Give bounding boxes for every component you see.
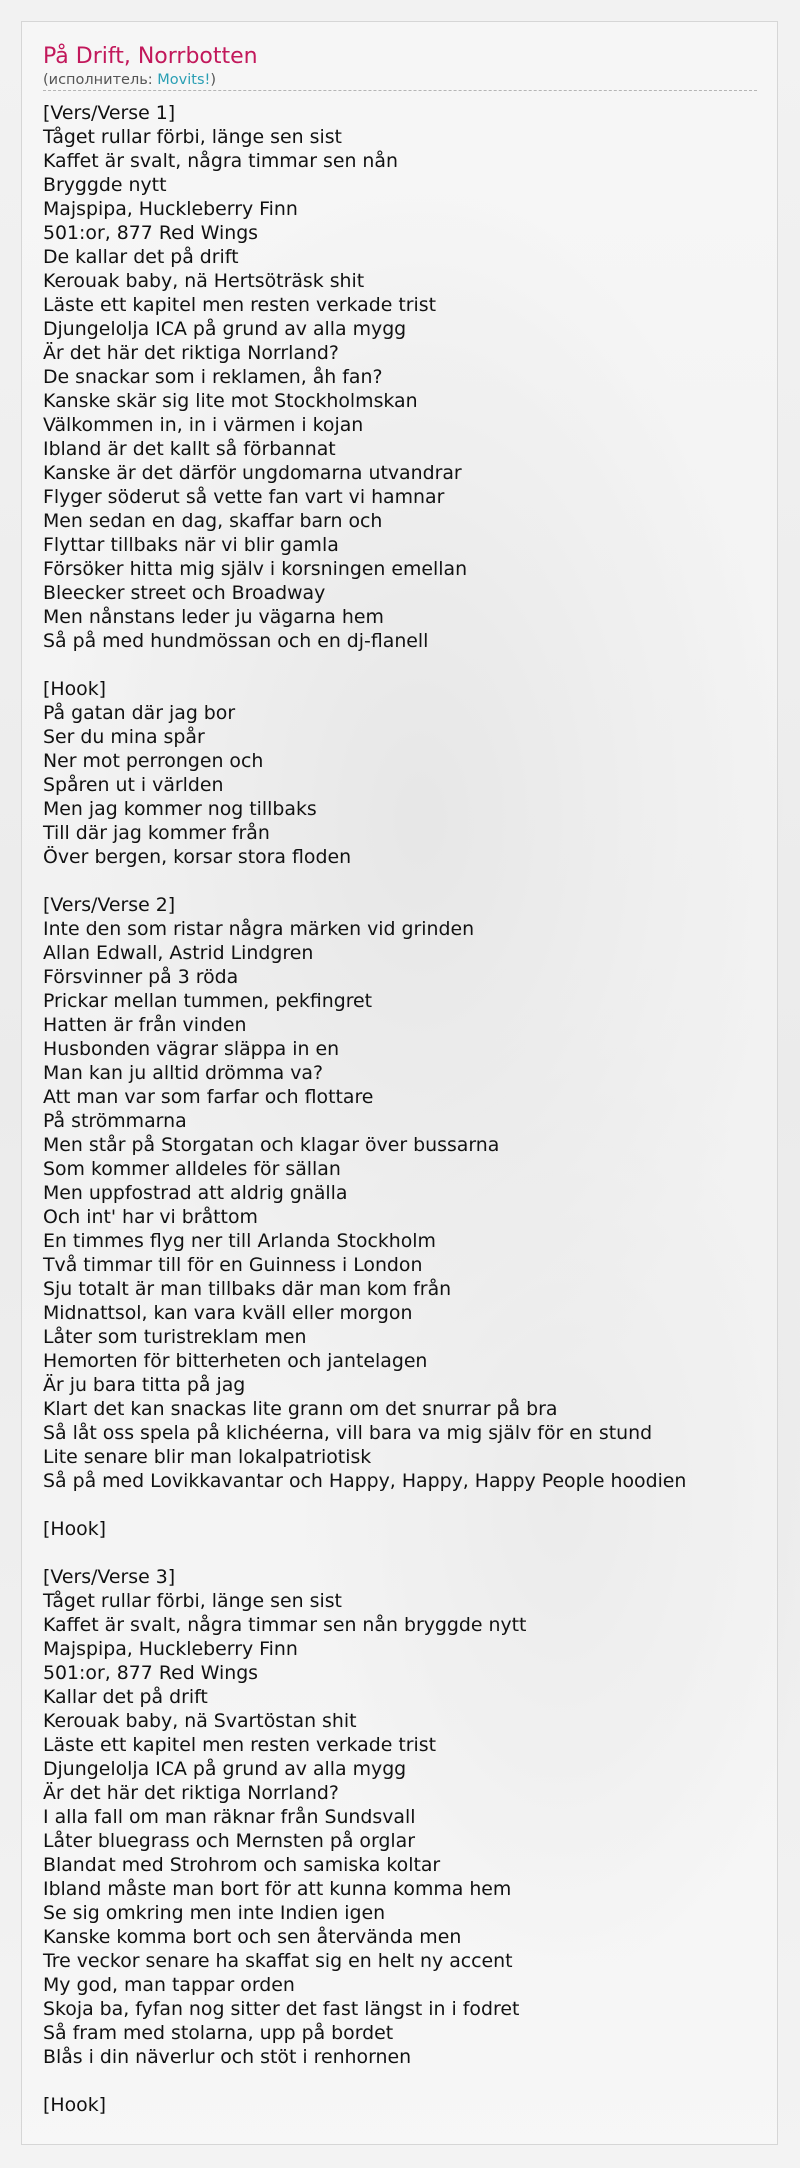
- lyric-line: Kaffet är svalt, några timmar sen nån: [43, 150, 398, 172]
- lyric-line: Bleecker street och Broadway: [43, 582, 326, 604]
- lyric-line: Låter bluegrass och Mernsten på orglar: [43, 1830, 416, 1852]
- lyric-line: På gatan där jag bor: [43, 702, 236, 724]
- lyric-line: I alla fall om man räknar från Sundsvall: [43, 1806, 416, 1828]
- lyric-line: Så fram med stolarna, upp på bordet: [43, 2022, 394, 2044]
- lyric-line: Midnattsol, kan vara kväll eller morgon: [43, 1302, 413, 1324]
- lyric-line: Skoja ba, fyfan nog sitter det fast längst in i fodret: [43, 1998, 520, 2020]
- lyric-line: Kanske är det därför ungdomarna utvandrar: [43, 462, 462, 484]
- lyric-line: På strömmarna: [43, 1110, 187, 1132]
- lyric-line: Men jag kommer nog tillbaks: [43, 798, 317, 820]
- song-title: På Drift, Norrbotten: [43, 44, 258, 69]
- lyric-line: De snackar som i reklamen, åh fan?: [43, 366, 383, 388]
- lyric-line: [43, 653, 757, 677]
- lyric-line: Man kan ju alltid drömma va?: [43, 1062, 324, 1084]
- lyric-line: Hatten är från vinden: [43, 1014, 247, 1036]
- lyric-line: Läste ett kapitel men resten verkade trist: [43, 1734, 436, 1756]
- lyric-line: Spåren ut i världen: [43, 774, 224, 796]
- lyric-line: 501:or, 877 Red Wings: [43, 1662, 259, 1684]
- lyric-line: Ser du mina spår: [43, 726, 205, 748]
- lyrics-body: [43, 101, 757, 2117]
- lyric-line: [Vers/Verse 1]: [43, 102, 176, 124]
- lyric-line: Bryggde nytt: [43, 174, 167, 196]
- lyric-line: Kerouak baby, nä Svartöstan shit: [43, 1710, 357, 1732]
- lyric-line: [Hook]: [43, 2094, 106, 2116]
- lyric-line: Två timmar till för en Guinness i London: [43, 1254, 423, 1276]
- lyric-line: Kallar det på drift: [43, 1686, 208, 1708]
- lyric-line: Så låt oss spela på klichéerna, vill bara va mig själv för en stund: [43, 1422, 653, 1444]
- performer-prefix: (исполнитель:: [43, 72, 158, 88]
- lyric-line: Läste ett kapitel men resten verkade trist: [43, 294, 436, 316]
- lyric-line: Kanske komma bort och sen återvända men: [43, 1926, 462, 1948]
- lyric-line: Och int' har vi bråttom: [43, 1206, 258, 1228]
- lyric-line: [43, 2069, 757, 2093]
- lyric-line: Så på med Lovikkavantar och Happy, Happy, Happy People hoodien: [43, 1470, 687, 1492]
- lyric-line: Till där jag kommer från: [43, 822, 270, 844]
- lyric-line: Prickar mellan tummen, pekfingret: [43, 990, 373, 1012]
- lyric-line: Majspipa, Huckleberry Finn: [43, 1638, 298, 1660]
- lyric-line: Ner mot perrongen och: [43, 750, 264, 772]
- lyric-line: Låter som turistreklam men: [43, 1326, 307, 1348]
- lyric-line: [Hook]: [43, 678, 106, 700]
- lyric-line: Flyger söderut så vette fan vart vi hamnar: [43, 486, 445, 508]
- lyric-line: Husbonden vägrar släppa in en: [43, 1038, 340, 1060]
- lyric-line: Men nånstans leder ju vägarna hem: [43, 606, 384, 628]
- performer-line: [43, 71, 757, 91]
- lyric-line: En timmes flyg ner till Arlanda Stockholm: [43, 1230, 436, 1252]
- lyric-line: Se sig omkring men inte Indien igen: [43, 1902, 386, 1924]
- lyric-line: My god, man tappar orden: [43, 1974, 295, 1996]
- lyric-line: Kerouak baby, nä Hertsöträsk shit: [43, 270, 365, 292]
- lyric-line: [Vers/Verse 2]: [43, 894, 176, 916]
- lyric-line: Kanske skär sig lite mot Stockholmskan: [43, 390, 418, 412]
- lyric-line: Kaffet är svalt, några timmar sen nån bryggde nytt: [43, 1614, 527, 1636]
- lyric-line: Majspipa, Huckleberry Finn: [43, 198, 298, 220]
- lyric-line: Att man var som farfar och flottare: [43, 1086, 374, 1108]
- lyric-line: Är det här det riktiga Norrland?: [43, 1782, 339, 1804]
- lyric-line: Men uppfostrad att aldrig gnälla: [43, 1182, 348, 1204]
- lyric-line: Tre veckor senare ha skaffat sig en helt ny accent: [43, 1950, 513, 1972]
- lyric-line: Flyttar tillbaks när vi blir gamla: [43, 534, 339, 556]
- lyric-line: Är det här det riktiga Norrland?: [43, 342, 339, 364]
- lyric-line: Försöker hitta mig själv i korsningen emellan: [43, 558, 468, 580]
- lyric-line: Blås i din näverlur och stöt i renhornen: [43, 2046, 412, 2068]
- lyric-line: Men står på Storgatan och klagar över bussarna: [43, 1134, 500, 1156]
- lyric-line: Välkommen in, in i värmen i kojan: [43, 414, 364, 436]
- lyric-line: Hemorten för bitterheten och jantelagen: [43, 1350, 428, 1372]
- lyric-line: Tåget rullar förbi, länge sen sist: [43, 126, 342, 148]
- lyric-line: De kallar det på drift: [43, 246, 239, 268]
- lyric-line: Så på med hundmössan och en dj-flanell: [43, 630, 429, 652]
- lyric-line: Ibland måste man bort för att kunna komma hem: [43, 1878, 512, 1900]
- lyric-line: Klart det kan snackas lite grann om det snurrar på bra: [43, 1398, 558, 1420]
- lyric-line: [Hook]: [43, 1518, 106, 1540]
- lyric-line: 501:or, 877 Red Wings: [43, 222, 259, 244]
- lyric-line: Sju totalt är man tillbaks där man kom från: [43, 1278, 452, 1300]
- lyric-line: Är ju bara titta på jag: [43, 1374, 246, 1396]
- lyric-line: [43, 869, 757, 893]
- lyric-line: Som kommer alldeles för sällan: [43, 1158, 341, 1180]
- lyric-line: Ibland är det kallt så förbannat: [43, 438, 336, 460]
- lyric-line: Över bergen, korsar stora floden: [43, 846, 352, 868]
- lyric-line: Inte den som ristar några märken vid grinden: [43, 918, 475, 940]
- lyric-line: Men sedan en dag, skaffar barn och: [43, 510, 383, 532]
- lyric-line: Allan Edwall, Astrid Lindgren: [43, 942, 314, 964]
- artist-link[interactable]: Movits!: [157, 72, 211, 88]
- lyric-line: [43, 1541, 757, 1565]
- lyric-line: [Vers/Verse 3]: [43, 1566, 176, 1588]
- lyric-line: Djungelolja ICA på grund av alla mygg: [43, 1758, 407, 1780]
- lyric-line: Försvinner på 3 röda: [43, 966, 239, 988]
- lyric-line: Blandat med Strohrom och samiska koltar: [43, 1854, 441, 1876]
- lyrics-card: [21, 21, 778, 2145]
- lyric-line: [43, 1493, 757, 1517]
- lyric-line: Djungelolja ICA på grund av alla mygg: [43, 318, 407, 340]
- lyric-line: Lite senare blir man lokalpatriotisk: [43, 1446, 372, 1468]
- performer-suffix: ): [210, 72, 216, 88]
- lyric-line: Tåget rullar förbi, länge sen sist: [43, 1590, 342, 1612]
